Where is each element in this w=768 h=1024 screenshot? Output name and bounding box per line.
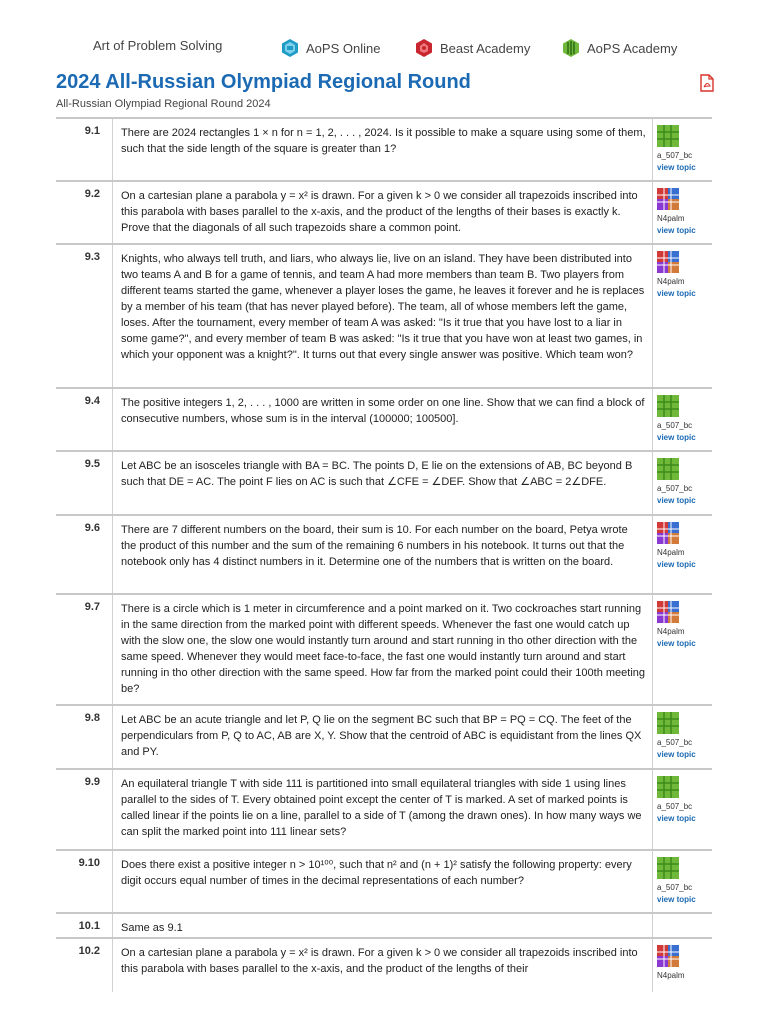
problem-row: [56, 387, 712, 450]
problem-number: 9.3: [84, 251, 100, 263]
nav-label: Art of Problem Solving: [93, 38, 223, 53]
avatar-cube-icon: [657, 857, 679, 879]
view-topic-link[interactable]: view topic: [657, 639, 696, 648]
author-cell: [652, 851, 712, 912]
problem-row: [56, 937, 712, 992]
author-name[interactable]: a_507_bc: [657, 151, 693, 160]
nav-aops-academy[interactable]: [561, 38, 677, 58]
problem-row: [56, 704, 712, 768]
problem-statement: The positive integers 1, 2, . . . , 1000 are written in some order on one line. Show that we can find a block of consecutive numbers, whose sum is in the interval (100000; 100500].: [112, 389, 652, 450]
top-navigation: [0, 38, 768, 60]
avatar-cube-icon: [657, 712, 679, 734]
view-topic-link[interactable]: view topic: [657, 560, 696, 569]
problem-number: 9.6: [84, 522, 100, 534]
page-title: 2024 All-Russian Olympiad Regional Round: [56, 71, 471, 93]
author-name[interactable]: N4palm: [657, 627, 685, 636]
problem-statement: Let ABC be an acute triangle and let P, Q lie on the segment BC such that BP = PQ = CQ. The feet of the perpendiculars from P, Q to AC, AB are X, Y. Show that the centroid of ABC is equidistant from the lines QX and PY.: [112, 706, 652, 768]
problem-number: 9.8: [84, 712, 100, 724]
author-name[interactable]: N4palm: [657, 277, 685, 286]
nav-label: AoPS Academy: [587, 40, 678, 56]
problem-statement: Same as 9.1: [112, 914, 652, 937]
avatar-cube-icon: [657, 251, 679, 273]
avatar-cube-icon: [657, 522, 679, 544]
avatar-cube-icon: [657, 458, 679, 480]
author-cell: [652, 516, 712, 593]
author-name[interactable]: a_507_bc: [657, 738, 693, 747]
problem-statement: Does there exist a positive integer n > 10¹⁰⁰, such that n² and (n + 1)² satisfy the following property: every digit occurs equal number of times in the decimal representations of each number?: [112, 851, 652, 912]
problem-row: [56, 180, 712, 243]
view-topic-link[interactable]: view topic: [657, 814, 696, 823]
problem-row: [56, 514, 712, 593]
nav-beast-academy[interactable]: [414, 38, 530, 58]
problem-statement: There is a circle which is 1 meter in circumference and a point marked on it. Two cockroaches start running in the same direction from the marked point with different speeds. Whenever the fast one would catch up with the slow one, the slow one would instantly turn around and start running in tho other direction with the same speed. Whenever they would meet face-to-face, the fast one would instantly turn around and start running in tho other direction with the same speed. How far from the marked point could their 100th meeting be?: [112, 595, 652, 704]
problem-statement: There are 7 different numbers on the board, their sum is 10. For each number on the board, Petya wrote the product of this number and the sum of the remaining 6 numbers in his notebook. It turns out that the notebook only has 4 distinct numbers in it. Determine one of the numbers that is written on the board.: [112, 516, 652, 593]
author-cell: [652, 706, 712, 768]
view-topic-link[interactable]: view topic: [657, 496, 696, 505]
page-subtitle: All-Russian Olympiad Regional Round 2024: [56, 98, 271, 110]
author-name[interactable]: N4palm: [657, 971, 685, 980]
author-name[interactable]: N4palm: [657, 548, 685, 557]
problem-number: 9.5: [84, 458, 100, 470]
avatar-cube-icon: [657, 776, 679, 798]
problem-row: [56, 768, 712, 849]
nav-label: AoPS Online: [306, 40, 381, 56]
author-cell: [652, 182, 712, 243]
problem-statement: An equilateral triangle T with side 111 is partitioned into small equilateral triangles with side 1 using lines parallel to the sides of T. Every obtained point except the center of T is marked. A set of marked points is called linear if the points lie on a line, parallel to a side of T (among the drawn ones). In how many ways we can split the marked point into 111 linear sets?: [112, 770, 652, 849]
view-topic-link[interactable]: view topic: [657, 433, 696, 442]
avatar-cube-icon: [657, 945, 679, 967]
author-name[interactable]: a_507_bc: [657, 883, 693, 892]
problem-number: 10.1: [78, 920, 100, 932]
author-name[interactable]: a_507_bc: [657, 421, 693, 430]
problem-row: [56, 450, 712, 514]
author-cell: [652, 452, 712, 514]
nav-label: Beast Academy: [440, 40, 531, 56]
problem-statement: Let ABC be an isosceles triangle with BA = BC. The points D, E lie on the extensions of AB, BC beyond B such that DE = AC. The point F lies on AC is such that ∠CFE = ∠DEF. Show that ∠ABC = 2∠DFE.: [112, 452, 652, 514]
problem-number: 9.9: [84, 776, 100, 788]
problem-number: 9.10: [78, 857, 100, 869]
problem-number: 9.4: [84, 395, 100, 407]
author-name[interactable]: a_507_bc: [657, 802, 693, 811]
view-topic-link[interactable]: view topic: [657, 289, 696, 298]
author-name[interactable]: N4palm: [657, 214, 685, 223]
view-topic-link[interactable]: view topic: [657, 226, 696, 235]
view-topic-link[interactable]: view topic: [657, 895, 696, 904]
beast-academy-icon: [414, 38, 434, 58]
problem-row: [56, 593, 712, 704]
aops-online-icon: [280, 38, 300, 58]
aops-academy-icon: [561, 38, 581, 58]
problem-row: [56, 912, 712, 937]
problem-statement: There are 2024 rectangles 1 × n for n = 1, 2, . . . , 2024. Is it possible to make a square using some of them, such that the side length of the square is greater than 1?: [112, 119, 652, 180]
problem-statement: On a cartesian plane a parabola y = x² is drawn. For a given k > 0 we consider all trapezoids inscribed into this parabola with bases parallel to the x-axis, and the product of the lengths of their bases is exactly k. Prove that the diagonals of all such trapezoids share a common point.: [112, 182, 652, 243]
problem-statement: On a cartesian plane a parabola y = x² is drawn. For a given k > 0 we consider all trapezoids inscribed into this parabola with bases parallel to the x-axis, and the product of the lengths of their: [112, 939, 652, 992]
author-cell: [652, 914, 712, 937]
problem-number: 9.1: [84, 125, 100, 137]
nav-aops-online[interactable]: [280, 38, 380, 58]
avatar-cube-icon: [657, 395, 679, 417]
author-cell: [652, 245, 712, 387]
view-topic-link[interactable]: view topic: [657, 163, 696, 172]
author-name[interactable]: a_507_bc: [657, 484, 693, 493]
author-cell: [652, 119, 712, 180]
author-cell: [652, 939, 712, 992]
avatar-cube-icon: [657, 188, 679, 210]
problem-number: 10.2: [78, 945, 100, 957]
problems-table: [56, 117, 712, 992]
author-cell: [652, 770, 712, 849]
problem-row: [56, 117, 712, 180]
pdf-icon[interactable]: [699, 74, 715, 92]
nav-art-of-problem-solving[interactable]: [93, 38, 222, 53]
avatar-cube-icon: [657, 125, 679, 147]
avatar-cube-icon: [657, 601, 679, 623]
view-topic-link[interactable]: view topic: [657, 750, 696, 759]
author-cell: [652, 389, 712, 450]
problem-row: [56, 243, 712, 387]
problem-number: 9.7: [84, 601, 100, 613]
problem-statement: Knights, who always tell truth, and liars, who always lie, live on an island. They have been distributed into two teams A and B for a game of tennis, and team A had more members than team B. Two players from different teams started the game, whenever a player loses the game, he leaves it forever and he is replaces by a member of his team (that has never played before). The team, all of whose members left the game, loses. After the tournament, every member of team A was asked: "Is it true that you have lost to a liar in some game?", and every member of team B was asked: "Is it true that you have won at least two games, in which your opponent was a knight?". It turns out that every single answer was positive. Which team won?: [112, 245, 652, 387]
author-cell: [652, 595, 712, 704]
problem-number: 9.2: [84, 188, 100, 200]
problem-row: [56, 849, 712, 912]
